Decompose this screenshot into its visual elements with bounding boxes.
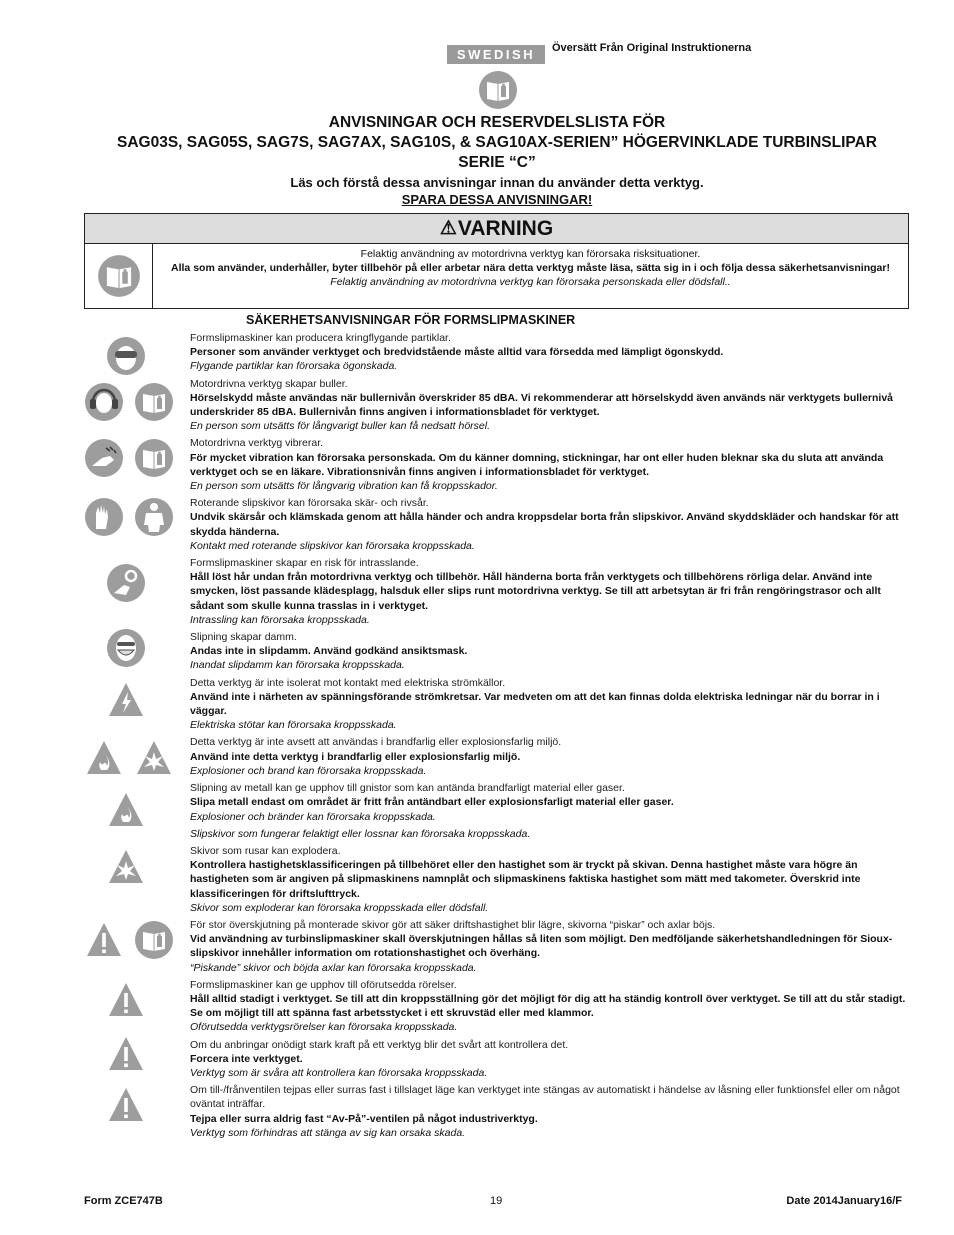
item-instruction: Vid användning av turbinslipmaskiner skall överskjutningen hållas så liten som möjligt. Den medföljande säkerhetshandledningen för Sioux-slipskivor innehåller information om rotationshastighet och överhäng.: [190, 933, 893, 960]
safety-item-explosive-environment: [190, 735, 914, 778]
item-consequence: Intrassling kan förorsaka kroppsskada.: [190, 613, 370, 626]
item-consequence: Explosioner och brand kan förorsaka kroppsskada.: [190, 764, 427, 777]
read-manual-icon: [97, 254, 141, 298]
general-warning-icon: [106, 980, 146, 1020]
safety-item-throttle: [190, 1083, 914, 1140]
title-line-2: SAG03S, SAG05S, SAG7S, SAG7AX, SAG10S, & SAG10AX-SERIEN” HÖGERVINKLADE TURBINSLIPAR: [117, 134, 877, 151]
entanglement-icon: [106, 563, 146, 603]
safety-item-sparks: [190, 781, 914, 841]
vibration-hand-icon: [84, 438, 124, 478]
item-intro: Skivor som rusar kan explodera.: [190, 844, 341, 857]
sparks-fire-icon: [106, 790, 146, 830]
footer-date: Date 2014January16/F: [786, 1195, 902, 1207]
fire-hazard-icon: [84, 738, 124, 778]
item-consequence-2: Slipskivor som fungerar felaktigt eller lossnar kan förorsaka kroppsskada.: [190, 827, 531, 840]
safety-item-noise: [190, 377, 914, 434]
item-consequence: En person som utsätts för långvarig vibration kan få kroppsskador.: [190, 480, 498, 493]
general-warning-icon: [106, 1034, 146, 1074]
gloves-icon: [84, 497, 124, 537]
warning-heading: [85, 214, 908, 244]
item-consequence: Explosioner och bränder kan förorsaka kroppsskada.: [190, 810, 436, 823]
item-intro: Formslipmaskiner kan ge upphov till oförutsedda rörelser.: [190, 978, 457, 991]
electric-shock-icon: [106, 680, 146, 720]
hearing-protection-icon: [84, 382, 124, 422]
item-intro: Slipning av metall kan ge upphov till gnistor som kan antända brandfarligt material eller gaser.: [190, 782, 625, 795]
item-intro: Roterande slipskivor kan förorsaka skär- och rivsår.: [190, 497, 429, 510]
warning-icon-cell: [85, 244, 153, 308]
subtitle: Läs och förstå dessa anvisningar innan du använder detta verktyg.: [290, 175, 704, 190]
item-instruction: Slipa metall endast om området är fritt från antändbart eller explosionsfarligt material eller gaser.: [190, 796, 674, 809]
read-manual-icon: [478, 70, 518, 110]
item-intro: Motordrivna verktyg vibrerar.: [190, 437, 324, 450]
item-intro: Motordrivna verktyg skapar buller.: [190, 377, 348, 390]
read-manual-icon: [134, 920, 174, 960]
title-line-1: ANVISNINGAR OCH RESERVDELSLISTA FÖR: [328, 114, 666, 131]
section-title: SÄKERHETSANVISNINGAR FÖR FORMSLIPMASKINER: [246, 313, 576, 327]
safety-item-vibration: [190, 436, 914, 493]
safety-item-unexpected-motion: [190, 978, 914, 1035]
footer-form-number: Form ZCE747B: [84, 1195, 163, 1207]
read-manual-icon: [134, 438, 174, 478]
item-instruction: Hörselskydd måste användas när bullernivån överskrider 85 dBA. Vi rekommenderar att hörselskydd även används när verktygets bullernivå underskrider 85 dBA. Bullernivån finns angiven i informationsbladet för verktyget.: [190, 391, 894, 419]
item-consequence: Oförutsedda verktygsrörelser kan förorsaka kroppsskada.: [190, 1021, 458, 1034]
item-intro: Detta verktyg är inte avsett att användas i brandfarlig eller explosionsfarlig miljö.: [190, 736, 562, 749]
save-instructions: SPARA DESSA ANVISNINGAR!: [401, 192, 593, 207]
item-consequence: Verktyg som är svåra att kontrollera kan förorsaka kroppsskada.: [190, 1066, 488, 1079]
item-consequence: En person som utsätts för långvarigt buller kan få nedsatt hörsel.: [190, 420, 490, 433]
item-consequence: Elektriska stötar kan förorsaka kroppsskada.: [190, 719, 397, 732]
item-consequence: Kontakt med roterande slipskivor kan förorsaka kroppsskada.: [190, 539, 475, 552]
general-warning-icon: [106, 1085, 146, 1125]
dust-mask-icon: [106, 628, 146, 668]
item-instruction: Håll löst hår undan från motordrivna verktyg och tillbehör. Håll händerna borta från verktygets och tillbehörens rörliga delar. Använd inte smycken, löst passande klädesplagg, halsduk eller slips runt motordrivna verktyg. Se till att arbetsytan är fri från rengöringstrasor och allt sådant som skulle kunna trasslas in i verktyget.: [190, 571, 881, 612]
warning-box: [84, 213, 909, 309]
warning-line-3: Felaktig användning av motordrivna verktyg kan förorsaka personskada eller dödsfall..: [330, 276, 731, 288]
safety-item-cuts: [190, 496, 914, 553]
document-title: [84, 113, 910, 209]
safety-item-dust: [190, 630, 914, 673]
warning-line-1: Felaktig användning av motordrivna verktyg kan förorsaka risksituationer.: [360, 248, 701, 260]
safety-item-eye: [190, 331, 914, 374]
item-intro: Formslipmaskiner kan producera kringflygande partiklar.: [190, 332, 451, 344]
safety-item-overspeed: [190, 844, 914, 915]
safety-item-electric: [190, 676, 914, 733]
title-line-3: SERIE “C”: [458, 154, 536, 171]
safety-item-overhang: [190, 918, 914, 975]
item-instruction: Undvik skärsår och klämskada genom att hålla händer och andra kroppsdelar borta från slipskivor. Använd skyddskläder och handskar för att skydda händerna.: [190, 511, 899, 538]
item-consequence: Flygande partiklar kan förorsaka ögonskada.: [190, 360, 398, 373]
item-intro: Om till-/frånventilen tejpas eller surras fast i tillslaget läge kan verktyget inte stängas av automatiskt i händelse av låsning eller funktionsfel eller om något oväntat inträffar.: [190, 1084, 900, 1111]
safety-item-force: [190, 1038, 914, 1081]
item-intro: Detta verktyg är inte isolerat mot kontakt med elektriska strömkällor.: [190, 676, 506, 689]
eye-protection-icon: [106, 336, 146, 376]
item-intro: Om du anbringar onödigt stark kraft på ett verktyg blir det svårt att kontrollera det.: [190, 1038, 569, 1051]
item-consequence: Verktyg som förhindras att stänga av sig kan orsaka skada.: [190, 1126, 466, 1139]
language-badge: SWEDISH: [447, 45, 545, 64]
item-instruction: Kontrollera hastighetsklassificeringen på tillbehöret eller den hastighet som är tryckt på skivan. Denna hastighet måste vara högre än hastigheten som är angiven på slipmaskinens namnplåt och slipmaskinens faktiska hastighet som mätt med takometer. Överskrid inte klassificeringen för driftslufttryck.: [190, 859, 861, 900]
item-instruction: Håll alltid stadigt i verktyget. Se till att din kroppsställning gör det möjligt för dig att ha ständig kontroll över verktyget. Se till att du står stadigt. Se om möjligt till att spänna fast arbetsstycket i ett skruvstäd eller med klammor.: [190, 992, 906, 1020]
item-instruction: Forcera inte verktyget.: [190, 1052, 303, 1065]
wheel-explosion-icon: [106, 847, 146, 887]
item-intro: Slipning skapar damm.: [190, 631, 297, 644]
item-instruction: Använd inte detta verktyg i brandfarlig eller explosionsfarlig miljö.: [190, 750, 521, 763]
warning-line-2: Alla som använder, underhåller, byter tillbehör på eller arbetar nära detta verktyg måste läsa, sätta sig in i och följa dessa säkerhetsanvisningar!: [171, 262, 890, 274]
item-intro: För stor överskjutning på monterade skivor gör att säker driftshastighet blir lägre, skivorna “piskar” och axlar böjs.: [190, 918, 716, 931]
footer-page-number: 19: [490, 1195, 503, 1207]
item-instruction: Personer som använder verktyget och bredvidstående måste alltid vara försedda med lämpligt ögonskydd.: [190, 346, 724, 359]
safety-item-entanglement: [190, 556, 914, 627]
translation-note: Översätt Från Original Instruktionerna: [552, 42, 752, 54]
read-manual-icon: [134, 382, 174, 422]
general-warning-icon: [84, 920, 124, 960]
item-intro: Formslipmaskiner skapar en risk för intrasslande.: [190, 557, 419, 570]
item-consequence: Inandat slipdamm kan förorsaka kroppsskada.: [190, 659, 405, 672]
item-instruction: Tejpa eller surra aldrig fast “Av-På”-ventilen på något industriverktyg.: [190, 1112, 538, 1125]
item-instruction: Använd inte i närheten av spänningsförande strömkretsar. Var medveten om att det kan finnas dolda elektriska ledningar när du borrar in i väggar.: [190, 690, 880, 718]
explosion-hazard-icon: [134, 738, 174, 778]
item-instruction: Andas inte in slipdamm. Använd godkänd ansiktsmask.: [190, 645, 468, 658]
warning-triangle-icon: ⚠: [439, 218, 457, 239]
item-consequence: “Piskande” skivor och böjda axlar kan förorsaka kroppsskada.: [190, 961, 477, 974]
item-consequence: Skivor som exploderar kan förorsaka kroppsskada eller dödsfall.: [190, 901, 489, 914]
item-instruction: För mycket vibration kan förorsaka personskada. Om du känner domning, stickningar, har ont eller huden bleknar ska du sluta att använda verktyget och se en läkare. Vibrationsnivån finns angiven i informationsbladet för verktyget.: [190, 451, 884, 478]
protective-clothing-icon: [134, 497, 174, 537]
safety-instructions-list: [190, 331, 914, 1140]
warning-heading-text: VARNING: [457, 217, 554, 240]
warning-text: [153, 244, 908, 308]
